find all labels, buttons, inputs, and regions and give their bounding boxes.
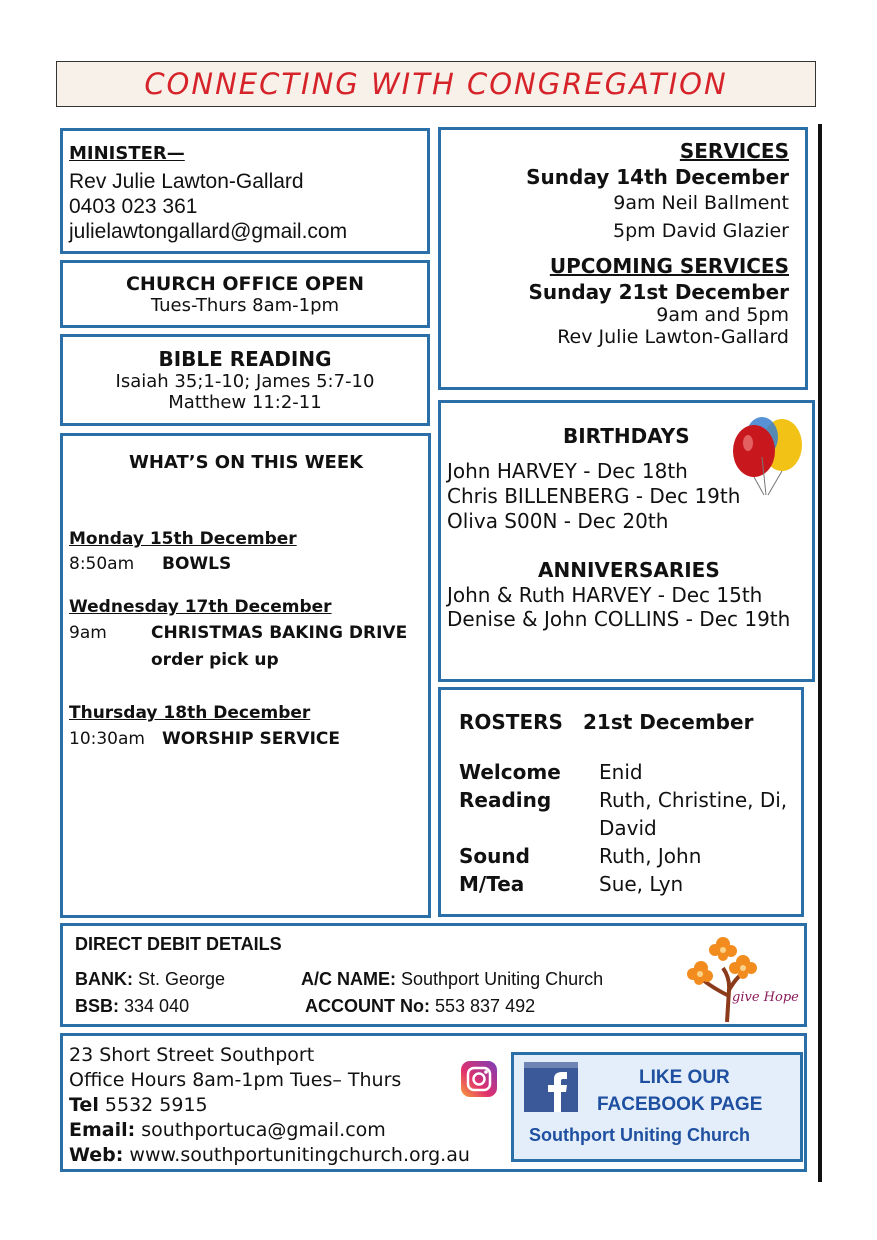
- web-value[interactable]: www.southportunitingchurch.org.au: [129, 1144, 470, 1166]
- contact-tel-row: [69, 1094, 208, 1116]
- whats-on-box: [60, 433, 431, 918]
- rosters-box: [438, 687, 804, 917]
- bank-value: St. George: [138, 969, 226, 989]
- event-title: WORSHIP SERVICE: [162, 729, 340, 749]
- services-box: [438, 127, 808, 390]
- event-time: 8:50am: [69, 554, 135, 574]
- acname-label: A/C NAME:: [301, 969, 396, 989]
- services-line-1: 9am Neil Ballment: [613, 192, 789, 214]
- give-hope-logo-text: give Hope: [732, 990, 799, 1005]
- direct-debit-box: [60, 923, 807, 1027]
- day-date: Monday 15th December: [69, 529, 297, 549]
- services-line-2: 5pm David Glazier: [613, 220, 789, 242]
- upcoming-services-line-1: 9am and 5pm: [656, 304, 789, 326]
- upcoming-services-heading: UPCOMING SERVICES: [549, 254, 789, 278]
- event-title: CHRISTMAS BAKING DRIVE: [151, 623, 408, 643]
- event-time: 10:30am: [69, 729, 145, 749]
- upcoming-services-date: Sunday 21st December: [528, 280, 789, 304]
- day-date: Thursday 18th December: [69, 703, 311, 723]
- page-title: CONNECTING WITH CONGREGATION: [144, 67, 728, 101]
- birthdays-box: [438, 400, 815, 682]
- bible-line-1: Isaiah 35;1-10; James 5:7-10: [115, 371, 375, 392]
- contact-web-row: [69, 1144, 470, 1166]
- birthdays-heading: BIRTHDAYS: [563, 424, 690, 448]
- birthday-item: John HARVEY - Dec 18th: [447, 459, 688, 483]
- birthday-item: Oliva S00N - Dec 20th: [447, 509, 669, 533]
- roster-names: Ruth, Christine, Di,: [599, 788, 788, 812]
- upcoming-services-line-2: Rev Julie Lawton-Gallard: [557, 326, 789, 348]
- services-date: Sunday 14th December: [526, 165, 789, 189]
- church-office-box: [60, 260, 430, 328]
- page-header: [56, 61, 816, 107]
- minister-email[interactable]: julielawtongallard@gmail.com: [69, 220, 348, 243]
- acname-row: [301, 969, 603, 990]
- bsb-label: BSB:: [75, 996, 119, 1016]
- email-label: Email:: [69, 1119, 136, 1141]
- contact-address: 23 Short Street Southport: [69, 1044, 315, 1066]
- roster-role: Sound: [459, 844, 530, 868]
- whats-on-heading: WHAT’S ON THIS WEEK: [129, 452, 364, 473]
- anniversary-item: John & Ruth HARVEY - Dec 15th: [447, 583, 763, 607]
- bsb-value: 334 040: [124, 996, 190, 1016]
- contact-email-row: [69, 1119, 386, 1141]
- instagram-icon[interactable]: [460, 1060, 498, 1098]
- acname-value: Southport Uniting Church: [401, 969, 604, 989]
- email-value[interactable]: southportuca@gmail.com: [141, 1119, 386, 1141]
- web-label: Web:: [69, 1144, 124, 1166]
- minister-name: Rev Julie Lawton-Gallard: [69, 170, 304, 193]
- bible-heading: BIBLE READING: [158, 347, 332, 371]
- tel-value: 5532 5915: [104, 1094, 208, 1116]
- roster-names: Enid: [599, 760, 643, 784]
- roster-role: Welcome: [459, 760, 561, 784]
- minister-phone: 0403 023 361: [69, 195, 198, 218]
- event-title-continued: order pick up: [151, 650, 279, 670]
- bible-line-2: Matthew 11:2-11: [168, 392, 322, 413]
- rosters-date: 21st December: [583, 710, 754, 734]
- debit-heading: DIRECT DEBIT DETAILS: [75, 934, 282, 954]
- roster-names-continued: David: [599, 816, 657, 840]
- roster-names: Sue, Lyn: [599, 872, 684, 896]
- tel-label: Tel: [69, 1094, 99, 1116]
- vertical-divider: [818, 124, 822, 1182]
- give-hope-logo-icon: [683, 930, 793, 1024]
- bank-label: BANK:: [75, 969, 133, 989]
- anniversary-item: Denise & John COLLINS - Dec 19th: [447, 607, 791, 631]
- facebook-icon: [524, 1062, 578, 1112]
- facebook-panel[interactable]: [511, 1052, 803, 1162]
- event-title: BOWLS: [162, 554, 232, 574]
- bible-reading-box: [60, 334, 430, 426]
- roster-role: M/Tea: [459, 872, 525, 896]
- facebook-line-1: LIKE OUR: [639, 1067, 730, 1088]
- day-date: Wednesday 17th December: [69, 597, 332, 617]
- facebook-line-2: FACEBOOK PAGE: [597, 1094, 763, 1115]
- roster-names: Ruth, John: [599, 844, 702, 868]
- birthday-item: Chris BILLENBERG - Dec 19th: [447, 484, 741, 508]
- event-time: 9am: [69, 623, 107, 643]
- roster-role: Reading: [459, 788, 552, 812]
- contact-office-hours: Office Hours 8am-1pm Tues– Thurs: [69, 1069, 402, 1091]
- minister-heading: MINISTER—: [69, 143, 185, 164]
- bsb-row: [75, 996, 189, 1017]
- office-hours: Tues-Thurs 8am-1pm: [150, 295, 340, 316]
- acno-row: [305, 996, 535, 1017]
- acno-value: 553 837 492: [435, 996, 536, 1016]
- contact-box: [60, 1033, 807, 1172]
- minister-box: [60, 128, 430, 254]
- bank-row: [75, 969, 225, 990]
- office-heading: CHURCH OFFICE OPEN: [125, 273, 365, 295]
- services-heading: SERVICES: [679, 139, 789, 163]
- acno-label: ACCOUNT No:: [305, 996, 430, 1016]
- facebook-line-3: Southport Uniting Church: [529, 1125, 750, 1145]
- rosters-heading: ROSTERS: [459, 710, 563, 734]
- anniversaries-heading: ANNIVERSARIES: [538, 558, 720, 582]
